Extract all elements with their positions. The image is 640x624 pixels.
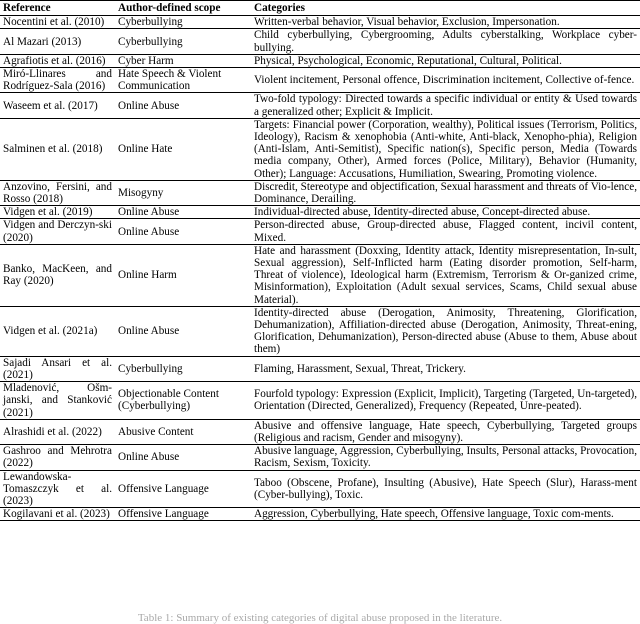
header-categories: Categories: [251, 1, 640, 16]
reference-cell: Alrashidi et al. (2022): [0, 419, 115, 444]
scope-cell: Online Abuse: [115, 93, 251, 118]
categories-cell: Hate and harassment (Doxxing, Identity attack, Identity misrepresentation, In-sult, Sexual aggression), Self-Inflicted harm (Eating disorder promotion, Self-harm, Threat of violence), Ideological harm (Extremism, Terrorism & Or-ganized crime, Misinformation), Exploitation (Adult sexual services, Scams, Child sexual abuse Material).: [251, 244, 640, 306]
categories-cell: Discredit, Stereotype and objectification, Sexual harassment and threats of Vio-lence, Dominance, Derailing.: [251, 180, 640, 205]
table-row: [0, 180, 640, 205]
table-row: [0, 54, 640, 67]
reference-cell: Al Mazari (2013): [0, 29, 115, 54]
table-caption: Table 1: Summary of existing categories of digital abuse proposed in the literature.: [137, 612, 503, 624]
scope-cell: Objectionable Content (Cyberbullying): [115, 382, 251, 420]
table-row: [0, 445, 640, 470]
categories-cell: Person-directed abuse, Group-directed abuse, Flagged content, incivil content, Mixed.: [251, 219, 640, 244]
reference-cell: Waseem et al. (2017): [0, 93, 115, 118]
reference-cell: Nocentini et al. (2010): [0, 16, 115, 29]
table-row: [0, 93, 640, 118]
table-row: [0, 118, 640, 180]
table-row: [0, 206, 640, 219]
scope-cell: Online Abuse: [115, 206, 251, 219]
scope-cell: Online Harm: [115, 244, 251, 306]
categories-cell: Child cyberbullying, Cybergrooming, Adults cyberstalking, Workplace cyber-bullying.: [251, 29, 640, 54]
table-row: [0, 219, 640, 244]
scope-cell: Misogyny: [115, 180, 251, 205]
table-row: [0, 68, 640, 93]
reference-cell: Gashroo and Mehrotra (2022): [0, 445, 115, 470]
scope-cell: Cyberbullying: [115, 356, 251, 381]
table-row: [0, 16, 640, 29]
reference-cell: Miró-Llinares and Rodríguez-Sala (2016): [0, 68, 115, 93]
table-row: [0, 419, 640, 444]
reference-cell: Mladenović, Ošm-janski, and Stanković (2021): [0, 382, 115, 420]
categories-cell: Violent incitement, Personal offence, Discrimination incitement, Collective of-fence.: [251, 68, 640, 93]
categories-cell: Taboo (Obscene, Profane), Insulting (Abusive), Hate Speech (Slur), Harass-ment (Cyber-bullying), Toxic.: [251, 470, 640, 508]
reference-cell: Sajadi Ansari et al. (2021): [0, 356, 115, 381]
header-reference: Reference: [0, 1, 115, 16]
reference-cell: Vidgen et al. (2019): [0, 206, 115, 219]
reference-cell: Banko, MacKeen, and Ray (2020): [0, 244, 115, 306]
table-row: [0, 356, 640, 381]
reference-cell: Agrafiotis et al. (2016): [0, 54, 115, 67]
reference-cell: Salminen et al. (2018): [0, 118, 115, 180]
scope-cell: Abusive Content: [115, 419, 251, 444]
table-row: [0, 382, 640, 420]
header-scope: Author-defined scope: [115, 1, 251, 16]
table-body: [0, 16, 640, 521]
categories-cell: Aggression, Cyberbullying, Hate speech, Offensive language, Toxic com-ments.: [251, 508, 640, 521]
categories-cell: Flaming, Harassment, Sexual, Threat, Trickery.: [251, 356, 640, 381]
scope-cell: Cyberbullying: [115, 16, 251, 29]
header-row: [0, 1, 640, 16]
reference-cell: Lewandowska-Tomaszczyk et al. (2023): [0, 470, 115, 508]
scope-cell: Hate Speech & Violent Communication: [115, 68, 251, 93]
table-row: [0, 470, 640, 508]
reference-cell: Vidgen et al. (2021a): [0, 306, 115, 356]
table-row: [0, 306, 640, 356]
categories-cell: Identity-directed abuse (Derogation, Animosity, Threatening, Glorification, Dehumanization), Affiliation-directed abuse (Derogation, Animosity, Threat-ening, Glorification, Dehumanization), Person-directed abuse (Abuse to them, Abuse about them): [251, 306, 640, 356]
table-row: [0, 29, 640, 54]
categories-cell: Targets: Financial power (Corporation, wealthy), Political issues (Terrorism, Politics, Ideology), Racism & xenophobia (Anti-white, Anti-black, Xenopho-phia), Religion (Anti-Islam, Anti-Semitist), Specific nation(s), Specific person, Media (Towards media company, Other), Armed forces (Police, Military), Behavior (Humanity, Other); Language: Accusations, Humiliation, Swearing, Promoting violence.: [251, 118, 640, 180]
categories-cell: Physical, Psychological, Economic, Reputational, Cultural, Political.: [251, 54, 640, 67]
categories-cell: Abusive and offensive language, Hate speech, Cyberbullying, Targeted groups (Religious and racism, Gender and misogyny).: [251, 419, 640, 444]
scope-cell: Online Abuse: [115, 445, 251, 470]
table-row: [0, 244, 640, 306]
table-row: [0, 508, 640, 521]
scope-cell: Cyberbullying: [115, 29, 251, 54]
categories-cell: Written-verbal behavior, Visual behavior, Exclusion, Impersonation.: [251, 16, 640, 29]
reference-cell: Vidgen and Derczyn-ski (2020): [0, 219, 115, 244]
categories-cell: Two-fold typology: Directed towards a specific individual or entity & Used towards a generalized other; Explicit & Implicit.: [251, 93, 640, 118]
scope-cell: Online Hate: [115, 118, 251, 180]
scope-cell: Online Abuse: [115, 306, 251, 356]
table-header: [0, 1, 640, 16]
reference-cell: Anzovino, Fersini, and Rosso (2018): [0, 180, 115, 205]
categories-cell: Fourfold typology: Expression (Explicit, Implicit), Targeting (Targeted, Un-targeted), Orientation (Directed, Generalized), Frequency (Repeated, Unre-peated).: [251, 382, 640, 420]
scope-cell: Offensive Language: [115, 508, 251, 521]
scope-cell: Online Abuse: [115, 219, 251, 244]
scope-cell: Offensive Language: [115, 470, 251, 508]
reference-cell: Kogilavani et al. (2023): [0, 508, 115, 521]
categories-cell: Abusive language, Aggression, Cyberbullying, Insults, Personal attacks, Provocation, Racism, Sexism, Toxicity.: [251, 445, 640, 470]
scope-cell: Cyber Harm: [115, 54, 251, 67]
categories-cell: Individual-directed abuse, Identity-directed abuse, Concept-directed abuse.: [251, 206, 640, 219]
